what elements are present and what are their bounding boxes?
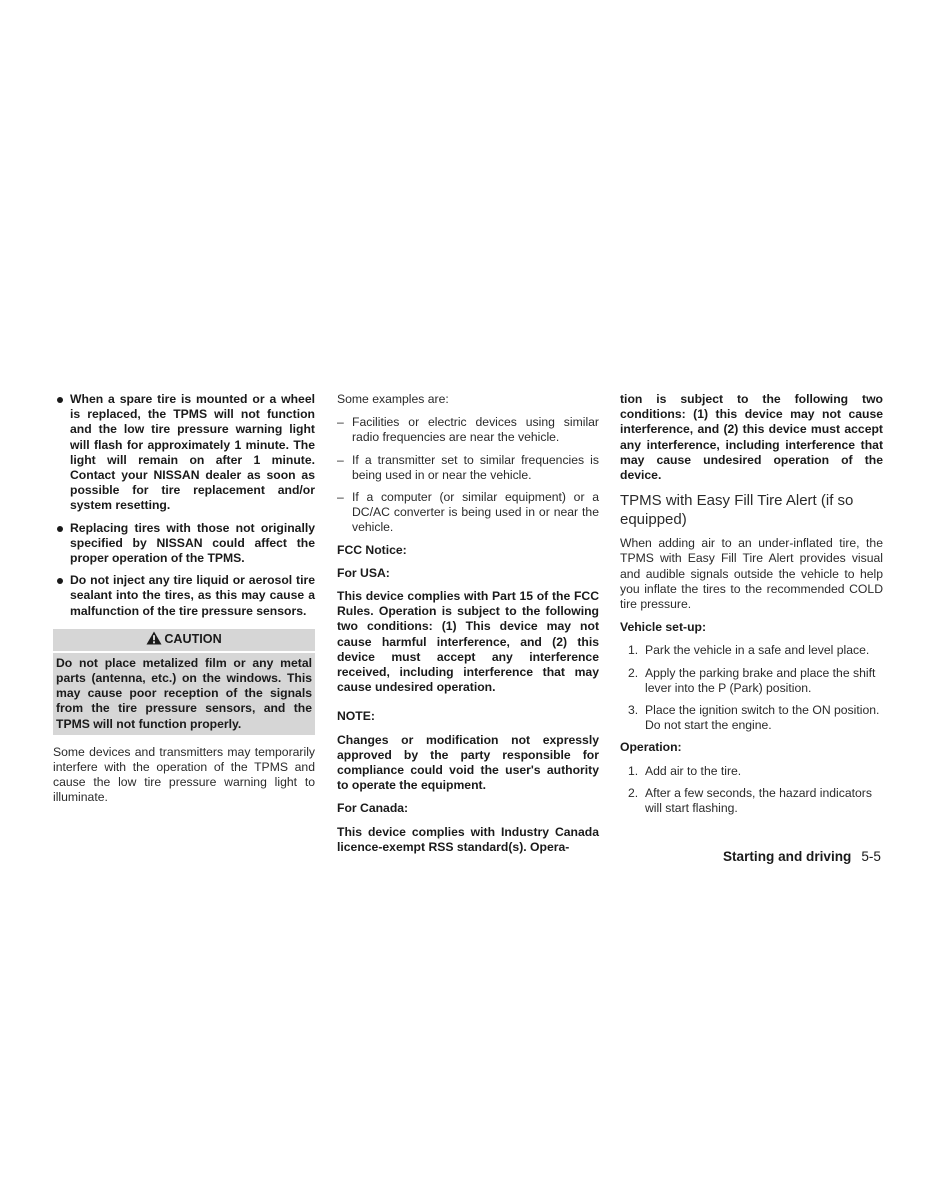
bullet-spare-tire: When a spare tire is mounted or a wheel is replaced, the TPMS will not function and the low tire pressure warning light will flash for approximately 1 minute. The light will remain on after 1 minute. Contact your NISSAN dealer as soon as possible for tire replacement and/or system resetting.	[53, 392, 315, 514]
dash-item-transmitter	[337, 453, 599, 483]
column-right	[620, 392, 883, 823]
dash-mark: –	[337, 452, 344, 467]
canada-compliance-text: This device complies with Industry Canada licence-exempt RSS standard(s). Opera-	[337, 824, 599, 854]
interference-paragraph: Some devices and transmitters may temporarily interfere with the operation of the TPMS and cause the low tire pressure warning light to illuminate.	[53, 744, 315, 805]
step-number: 3.	[628, 703, 639, 718]
step-text: Place the ignition switch to the ON position. Do not start the engine.	[645, 703, 880, 733]
easy-fill-intro: When adding air to an under-inflated tire, the TPMS with Easy Fill Tire Alert provides visual and audible signals outside the vehicle to help you inflate the tires to the recommended COLD tire pressure.	[620, 536, 883, 612]
step-text: Park the vehicle in a safe and level place.	[645, 643, 870, 658]
fcc-notice-heading: FCC Notice:	[337, 542, 407, 557]
caution-header	[53, 629, 315, 653]
column-middle	[337, 392, 599, 855]
bullet-tire-sealant: Do not inject any tire liquid or aerosol tire sealant into the tires, as this may cause a malfunction of the tire pressure sensors.	[53, 573, 315, 619]
caution-title: CAUTION	[164, 631, 222, 646]
bullet-replacing-tires: Replacing tires with those not originally specified by NISSAN could affect the proper operation of the TPMS.	[53, 521, 315, 567]
note-text: Changes or modification not expressly approved by the party responsible for compliance could void the user's authority to operate the equipment.	[337, 732, 599, 793]
dash-mark: –	[337, 415, 344, 430]
page-number: 5-5	[861, 849, 881, 864]
for-canada-heading: For Canada:	[337, 801, 409, 816]
step-text: After a few seconds, the hazard indicators will start flashing.	[645, 785, 872, 816]
dash-item-text: Facilities or electric devices using similar radio frequencies are near the vehicle.	[352, 415, 599, 445]
dash-item-text: If a transmitter set to similar frequencies is being used in or near the vehicle.	[352, 452, 599, 482]
page-footer	[723, 848, 881, 866]
canada-compliance-continued: tion is subject to the following two conditions: (1) this device may not cause interference, and (2) this device must accept any interference, including interference that may cause undesired operation of the device.	[620, 392, 883, 483]
vehicle-setup-heading: Vehicle set-up:	[620, 620, 707, 635]
step-number: 2.	[628, 785, 639, 800]
column-left	[53, 392, 315, 806]
operation-step-2	[620, 786, 883, 816]
dash-item-facilities	[337, 415, 599, 445]
setup-step-1	[620, 643, 883, 658]
setup-step-3	[620, 703, 883, 733]
for-usa-heading: For USA:	[337, 565, 390, 580]
caution-box	[53, 629, 315, 735]
operation-step-1	[620, 764, 883, 779]
step-text: Add air to the tire.	[645, 763, 742, 778]
easy-fill-heading: TPMS with Easy Fill Tire Alert (if so equipped)	[620, 492, 854, 529]
note-heading: NOTE:	[337, 709, 375, 724]
step-number: 2.	[628, 665, 639, 680]
warning-triangle-icon	[146, 631, 162, 645]
operation-heading: Operation:	[620, 740, 682, 755]
section-title: Starting and driving	[722, 849, 852, 864]
step-number: 1.	[628, 763, 639, 778]
dash-mark: –	[337, 490, 344, 505]
dash-item-computer	[337, 490, 599, 536]
step-number: 1.	[628, 643, 639, 658]
dash-item-text: If a computer (or similar equipment) or a DC/AC converter is being used in or near the vehicle.	[352, 490, 599, 535]
caution-text: Do not place metalized film or any metal parts (antenna, etc.) on the windows. This may cause poor reception of the signals from the tire pressure sensors, and the TPMS will not function properly.	[56, 655, 312, 731]
usa-compliance-text: This device complies with Part 15 of the FCC Rules. Operation is subject to the following two conditions: (1) This device may not cause harmful interference, and (2) this device must accept any interference received, including interference that may cause undesired operation.	[337, 589, 599, 695]
step-text: Apply the parking brake and place the shift lever into the P (Park) position.	[645, 665, 876, 695]
setup-step-2	[620, 666, 883, 696]
examples-intro: Some examples are:	[337, 392, 449, 406]
